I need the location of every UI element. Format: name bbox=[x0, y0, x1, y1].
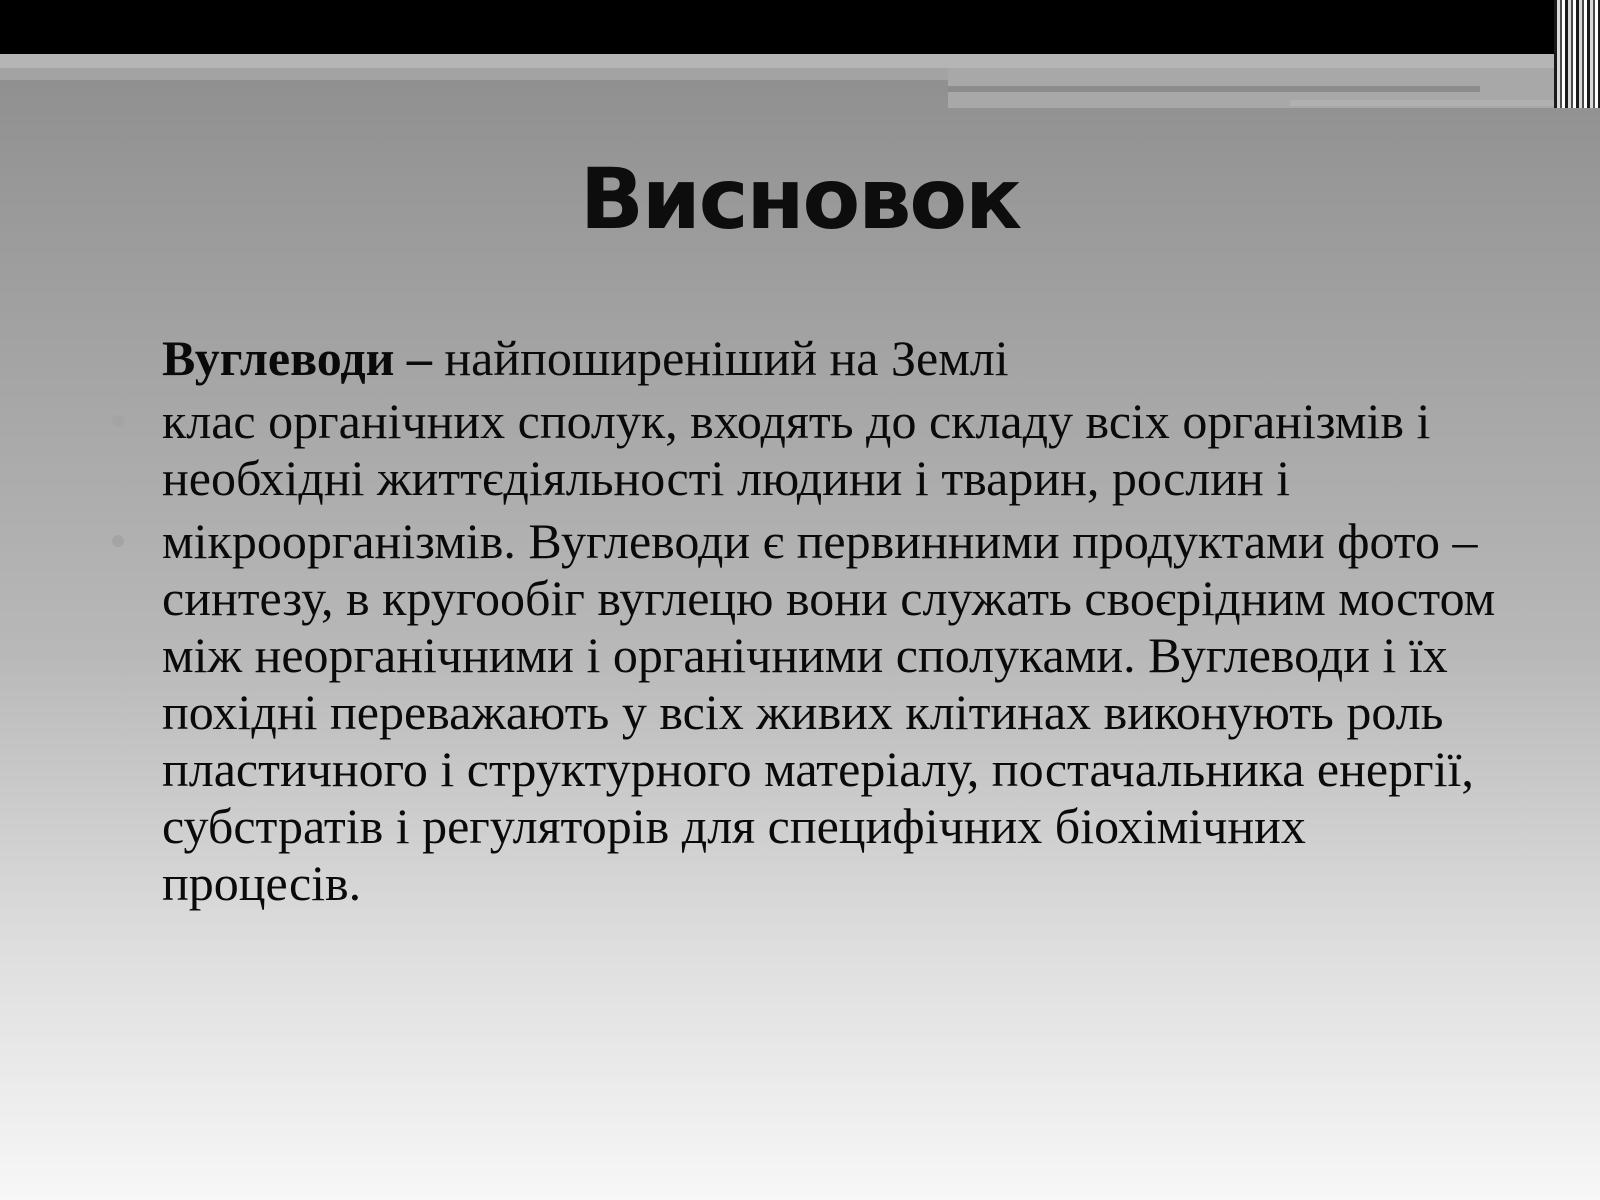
bullet-item bbox=[162, 393, 1502, 507]
bullet-text: мікроорганізмів. Вуглеводи є первинними продуктами фото – синтезу, в кругообіг вуглецю вони служать своєрідним мостом між неорганічними і органічними сполуками. Вуглеводи і їх похідні переважають у всіх живих клітинах виконують роль пластичного і структурного матеріалу, постачальника енергії, субстратів і регуляторів для специфічних біохімічних процесів. bbox=[162, 513, 1496, 911]
bullet-text: найпоширеніший на Землі bbox=[431, 330, 1009, 386]
slide-title: Висновок bbox=[579, 150, 1021, 248]
bold-term: Вуглеводи – bbox=[162, 330, 432, 386]
bullet-dot-icon bbox=[112, 535, 124, 547]
bullet-text: клас органічних сполук, входять до складу всіх організмів і необхідні життєдіяльності людини і тварин, рослин і bbox=[162, 393, 1431, 506]
bullet-dot-icon bbox=[112, 352, 124, 364]
top-gray-band-left bbox=[0, 68, 948, 80]
bullet-list bbox=[162, 330, 1502, 918]
bullet-item bbox=[162, 513, 1502, 912]
top-gray-band bbox=[0, 54, 1600, 68]
bullet-item bbox=[162, 330, 1502, 387]
top-black-band bbox=[0, 0, 1600, 54]
decorative-stripes bbox=[1554, 0, 1600, 108]
decorative-line bbox=[948, 86, 1480, 92]
bullet-dot-icon bbox=[112, 415, 124, 427]
